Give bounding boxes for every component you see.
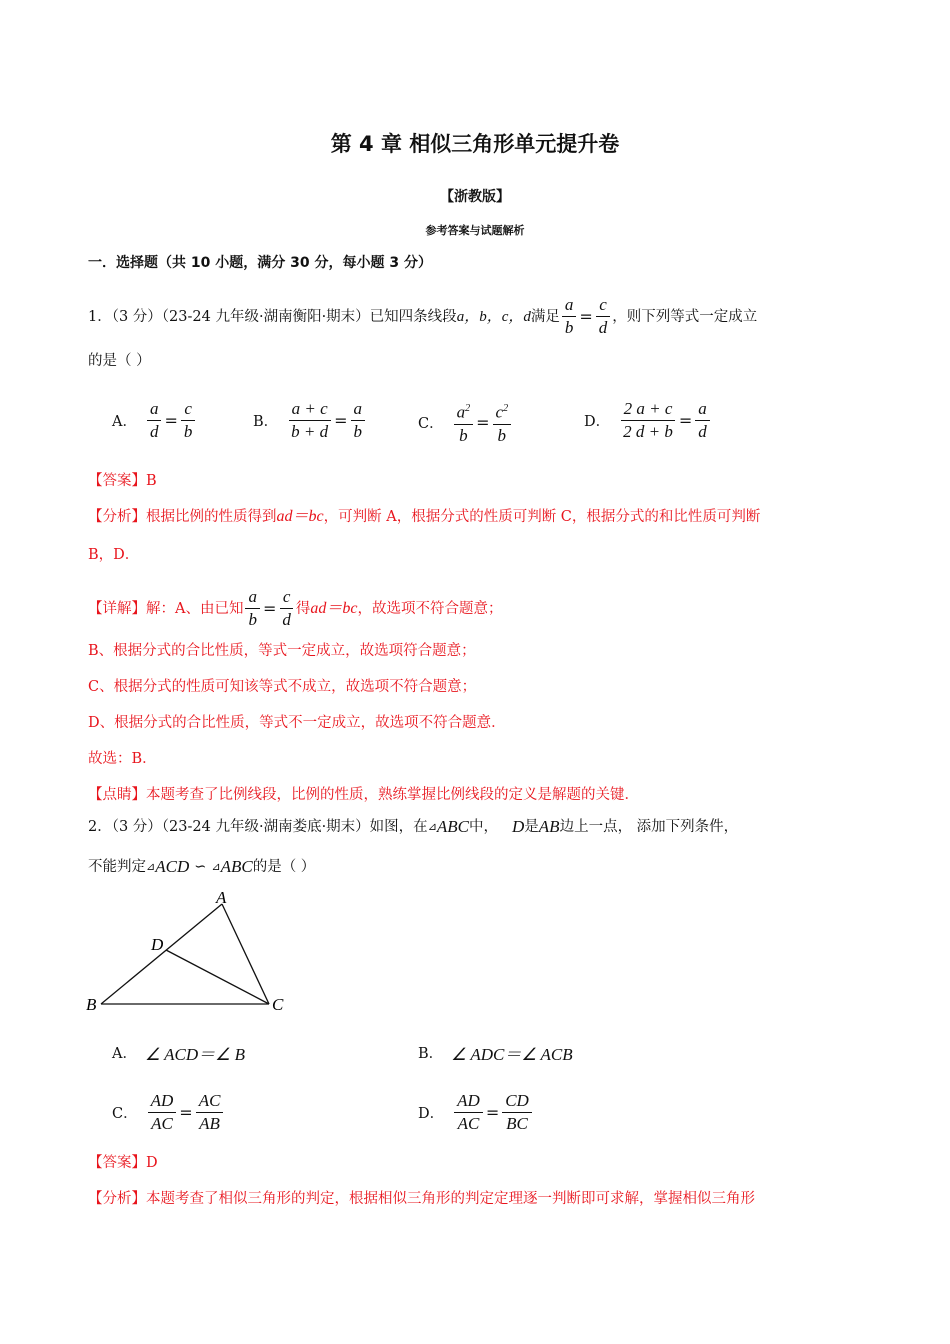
q1-detail-d: D、根据分式的合比性质，等式不一定成立，故选项不符合题意． <box>88 715 506 731</box>
q1-answer: 【答案】B <box>88 473 157 489</box>
q1-analysis: 【分析】根据比例的性质得到ad＝bc，可判断 A，根据分式的性质可判断 C，根据分式的和比性质可判断 <box>88 508 761 525</box>
q1-conclusion: 故选：B． <box>88 751 157 767</box>
segment-ba <box>101 904 222 1004</box>
q1-option-b[interactable]: B． $\frac{a + c}{b + d}$ = $\frac{a}{b}$ <box>253 398 367 443</box>
q2-stem-line2: 不能判定 ⊿ ACD ∽ ⊿ ABC 的是（ ） <box>88 857 316 876</box>
vertex-label-a: A <box>216 888 227 907</box>
q1-vars: a，b，c，d <box>456 308 531 325</box>
vertex-label-d: D <box>151 935 164 954</box>
page-title: 第 4 章 相似三角形单元提升卷 <box>330 132 620 156</box>
q2-option-c[interactable]: C． $\frac{AD}{AC}$ = $\frac{AC}{AB}$ <box>112 1090 225 1135</box>
vertex-label-b: B <box>86 995 97 1014</box>
q1-prefix: 1．（3 分）（23-24 九年级·湖南衡阳·期末）已知四条线段 <box>88 308 457 325</box>
edition-label: 【浙教版】 <box>440 189 510 205</box>
q2-analysis: 【分析】本题考查了相似三角形的判定，根据相似三角形的判定定理逐一判断即可求解，掌握相似三角形 <box>88 1191 755 1207</box>
triangle-figure <box>82 886 292 1016</box>
segment-ac <box>222 904 269 1004</box>
q1-stem: 1．（3 分）（23-24 九年级·湖南衡阳·期末）已知四条线段 a，b，c，d 满足 $\frac{a}{b}$ = $\frac{c}{d}$ ，则下列等式一定成立 <box>88 295 758 337</box>
q1-analysis-line2: B，D． <box>88 547 140 563</box>
q1-option-a[interactable]: A． $\frac{a}{d}$ = $\frac{c}{b}$ <box>112 398 197 443</box>
q1-detail: 【详解】 解：A、由已知 $\frac{a}{b}$ = $\frac{c}{d}$ 得 ad＝bc ，故选项不符合题意； <box>88 587 503 629</box>
q1-stem-line2: 的是（ ） <box>88 353 151 369</box>
vertex-label-c: C <box>272 995 284 1014</box>
q2-stem: 2．（3 分）（23-24 九年级·湖南娄底·期末）如图，在 ⊿ ABC 中， D 是 AB 边上一点， 添加下列条件， <box>88 817 739 836</box>
q1-frac-ab: $\frac{a}{b}$ <box>562 294 577 339</box>
section-heading: 一．选择题（共 10 小题，满分 30 分，每小题 3 分） <box>88 255 432 271</box>
q1-suffix: ，则下列等式一定成立 <box>612 308 758 325</box>
q1-detail-b: B、根据分式的合比性质，等式一定成立，故选项符合题意； <box>88 643 476 659</box>
q2-option-b[interactable]: B． ∠ ADC＝∠ ACB <box>418 1045 573 1064</box>
q2-option-a[interactable]: A． ∠ ACD＝∠ B <box>112 1045 246 1064</box>
q1-mid: 满足 <box>530 308 560 325</box>
q1-comment: 【点睛】本题考查了比例线段，比例的性质，熟练掌握比例线段的定义是解题的关键． <box>88 787 639 803</box>
q1-frac-cd: $\frac{c}{d}$ <box>596 294 611 339</box>
q1-detail-c: C、根据分式的性质可知该等式不成立，故选项不符合题意； <box>88 679 477 695</box>
q2-answer: 【答案】D <box>88 1155 158 1171</box>
q2-option-d[interactable]: D． $\frac{AD}{AC}$ = $\frac{CD}{BC}$ <box>418 1090 534 1135</box>
subheading: 参考答案与试题解析 <box>425 224 525 237</box>
q1-option-c[interactable]: C． $\frac{a^2}{b}$ = $\frac{c^2}{b}$ <box>418 398 513 447</box>
q1-option-d[interactable]: D． $\frac{2 a + c}{2 d + b}$ = $\frac{a}{d}$ <box>584 398 712 443</box>
segment-dc <box>166 950 269 1004</box>
